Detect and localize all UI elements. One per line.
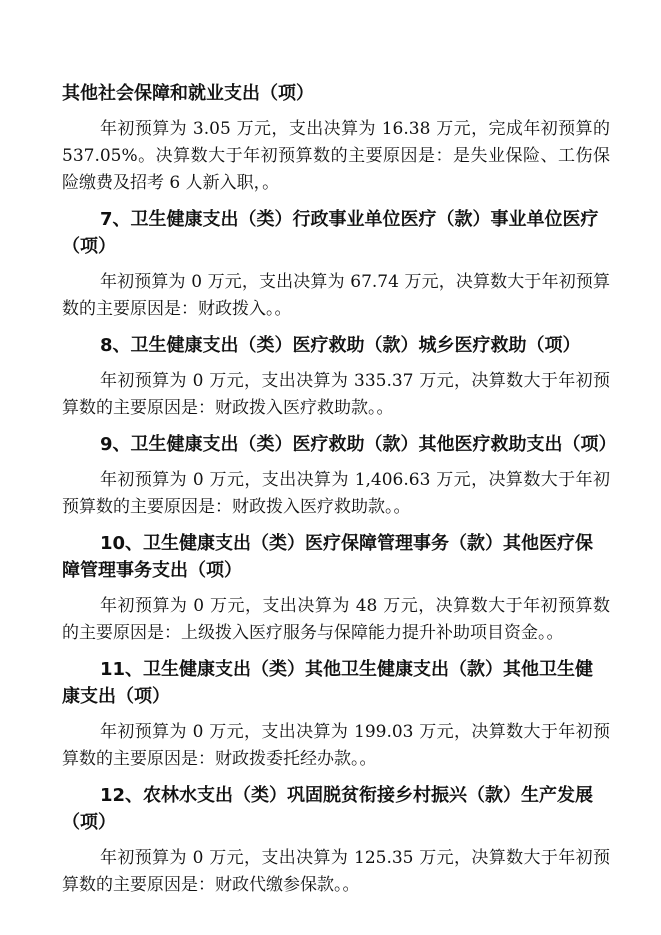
section-heading-7: 7、卫生健康支出（类）行政事业单位医疗（款）事业单位医疗（项） [62,209,599,257]
section-body-9: 年初预算为 0 万元，支出决算为 1,406.63 万元，决算数大于年初预算数的主要原因是：财政拨入医疗救助款。。 [62,470,610,517]
section-body-11: 年初预算为 0 万元，支出决算为 199.03 万元，决算数大于年初预算数的主要原因是：财政拨委托经办款。。 [62,722,610,769]
section-heading-other-social-security: 其他社会保障和就业支出（项） [62,83,314,104]
section-body-7: 年初预算为 0 万元，支出决算为 67.74 万元，决算数大于年初预算数的主要原因是：财政拨入。。 [62,272,610,319]
document-body [62,80,617,899]
section-body-10: 年初预算为 0 万元，支出决算为 48 万元，决算数大于年初预算数的主要原因是：上级拨入医疗服务与保障能力提升补助项目资金。。 [62,596,610,643]
section-heading-9: 9、卫生健康支出（类）医疗救助（款）其他医疗救助支出（项） [100,434,617,455]
section-body-other-social-security: 年初预算为 3.05 万元，支出决算为 16.38 万元，完成年初预算的 537.05%。决算数大于年初预算数的主要原因是：是失业保险、工伤保险缴费及招考 6 人新入职，。 [62,119,610,193]
section-body-8: 年初预算为 0 万元，支出决算为 335.37 万元，决算数大于年初预算数的主要原因是：财政拨入医疗救助款。。 [62,371,610,418]
section-heading-10: 10、卫生健康支出（类）医疗保障管理事务（款）其他医疗保障管理事务支出（项） [62,533,594,581]
section-heading-11: 11、卫生健康支出（类）其他卫生健康支出（款）其他卫生健康支出（项） [62,659,594,707]
section-body-12: 年初预算为 0 万元，支出决算为 125.35 万元，决算数大于年初预算数的主要原因是：财政代缴参保款。。 [62,848,610,895]
section-heading-8: 8、卫生健康支出（类）医疗救助（款）城乡医疗救助（项） [100,335,581,356]
section-heading-12: 12、农林水支出（类）巩固脱贫衔接乡村振兴（款）生产发展（项） [62,785,594,833]
